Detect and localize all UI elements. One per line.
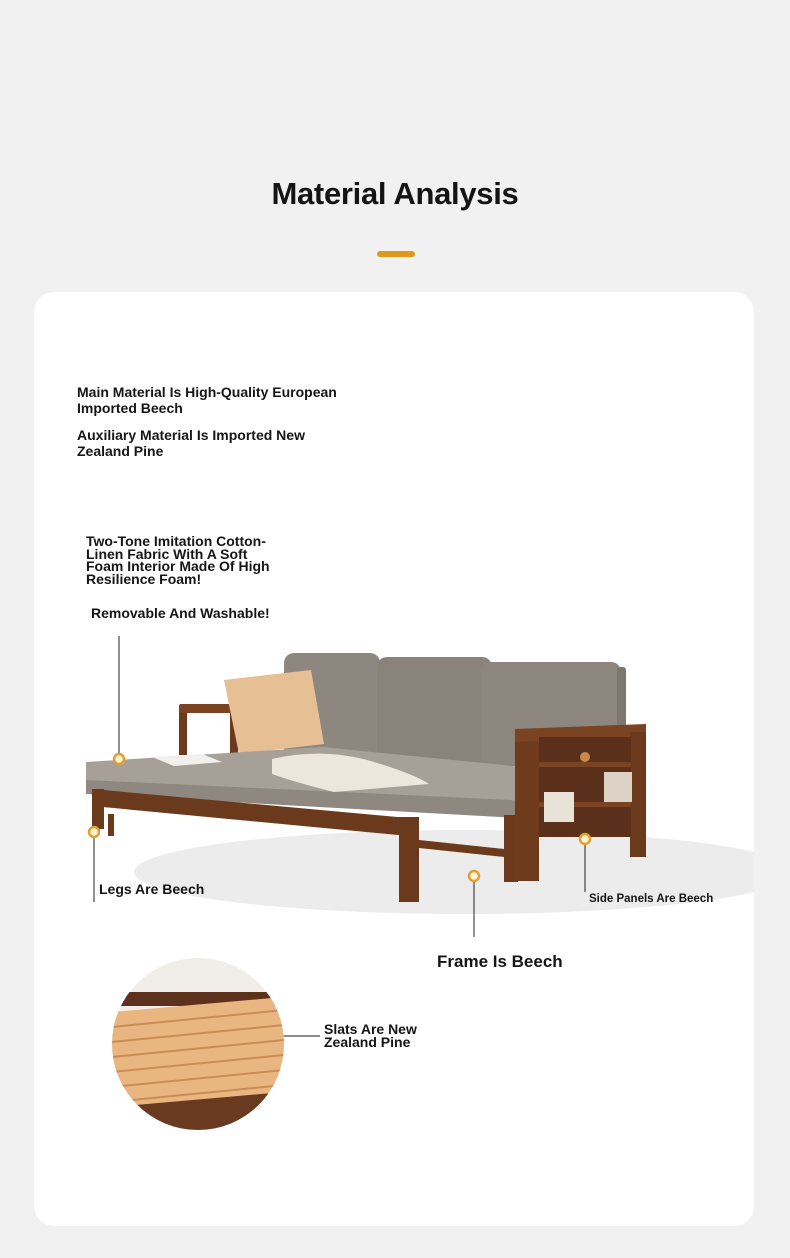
legs-label: Legs Are Beech [99,881,205,897]
auxiliary-material-label: Auxiliary Material Is Imported New Zealand Pine [77,427,305,459]
title-accent-bar [377,251,415,257]
side-panels-label: Side Panels Are Beech [589,893,714,905]
accent-pillow [224,670,324,754]
frame-label: Frame Is Beech [437,952,563,971]
main-material-label: Main Material Is High-Quality European Imported Beech [77,384,337,416]
slats-detail-image [112,958,284,1130]
page-title: Material Analysis [271,176,519,211]
slats-label: Slats Are New Zealand Pine [324,1021,417,1050]
washable-label: Removable And Washable! [91,605,270,621]
fabric-label: Two-Tone Imitation Cotton-Linen Fabric With A Soft Foam Interior Made Of High Resilience Foam! [86,533,270,587]
product-card [34,292,754,1226]
